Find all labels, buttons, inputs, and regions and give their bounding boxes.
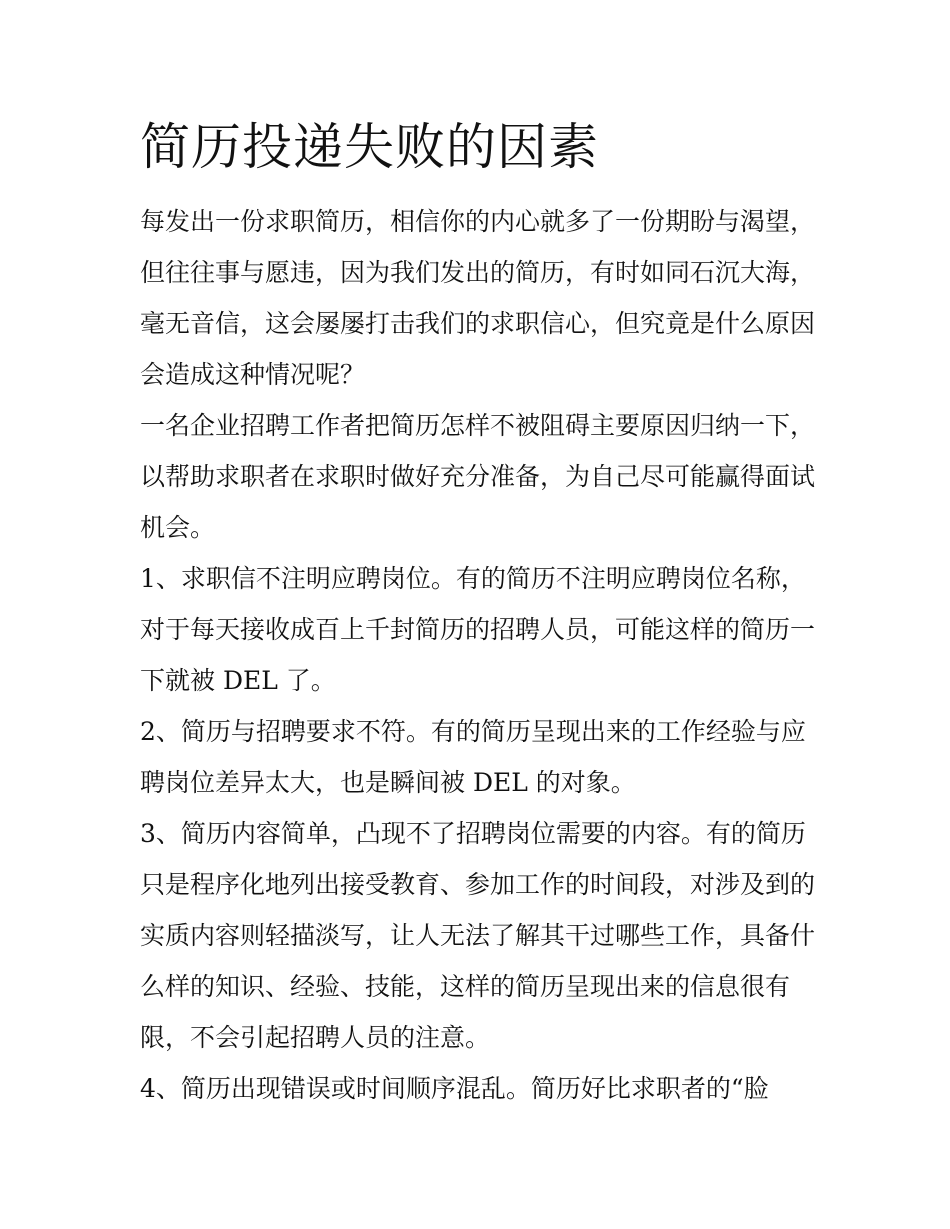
body-line: 只是程序化地列出接受教育、参加工作的时间段，对涉及到的 [140, 870, 816, 899]
body-line: 会造成这种情况呢？ [140, 360, 366, 389]
document-body [140, 196, 820, 1114]
body-line: 1、求职信不注明应聘岗位。有的简历不注明应聘岗位名称， [140, 564, 806, 593]
body-line: 限，不会引起招聘人员的注意。 [140, 1023, 491, 1052]
body-line: 一名企业招聘工作者把简历怎样不被阻碍主要原因归纳一下， [140, 411, 816, 440]
body-line: 机会。 [140, 513, 216, 542]
body-line: 对于每天接收成百上千封简历的招聘人员，可能这样的简历一 [140, 615, 816, 644]
body-line: 毫无音信，这会屡屡打击我们的求职信心，但究竟是什么原因 [140, 309, 816, 338]
body-line: 下就被 DEL 了。 [140, 666, 336, 695]
body-line: 但往往事与愿违，因为我们发出的简历，有时如同石沉大海， [140, 258, 816, 287]
document-title: 简历投递失败的因素 [140, 118, 599, 176]
body-line: 实质内容则轻描淡写，让人无法了解其干过哪些工作，具备什 [140, 921, 816, 950]
body-line: 2、简历与招聘要求不符。有的简历呈现出来的工作经验与应 [140, 717, 806, 746]
body-line: 么样的知识、经验、技能，这样的简历呈现出来的信息很有 [140, 972, 791, 1001]
body-line: 3、简历内容简单，凸现不了招聘岗位需要的内容。有的简历 [140, 819, 806, 848]
body-line: 每发出一份求职简历，相信你的内心就多了一份期盼与渴望， [140, 207, 816, 236]
body-line: 聘岗位差异太大，也是瞬间被 DEL 的对象。 [140, 768, 636, 797]
body-line: 以帮助求职者在求职时做好充分准备，为自己尽可能赢得面试 [140, 462, 816, 491]
body-line: 4、简历出现错误或时间顺序混乱。简历好比求职者的“脸 [140, 1074, 769, 1103]
